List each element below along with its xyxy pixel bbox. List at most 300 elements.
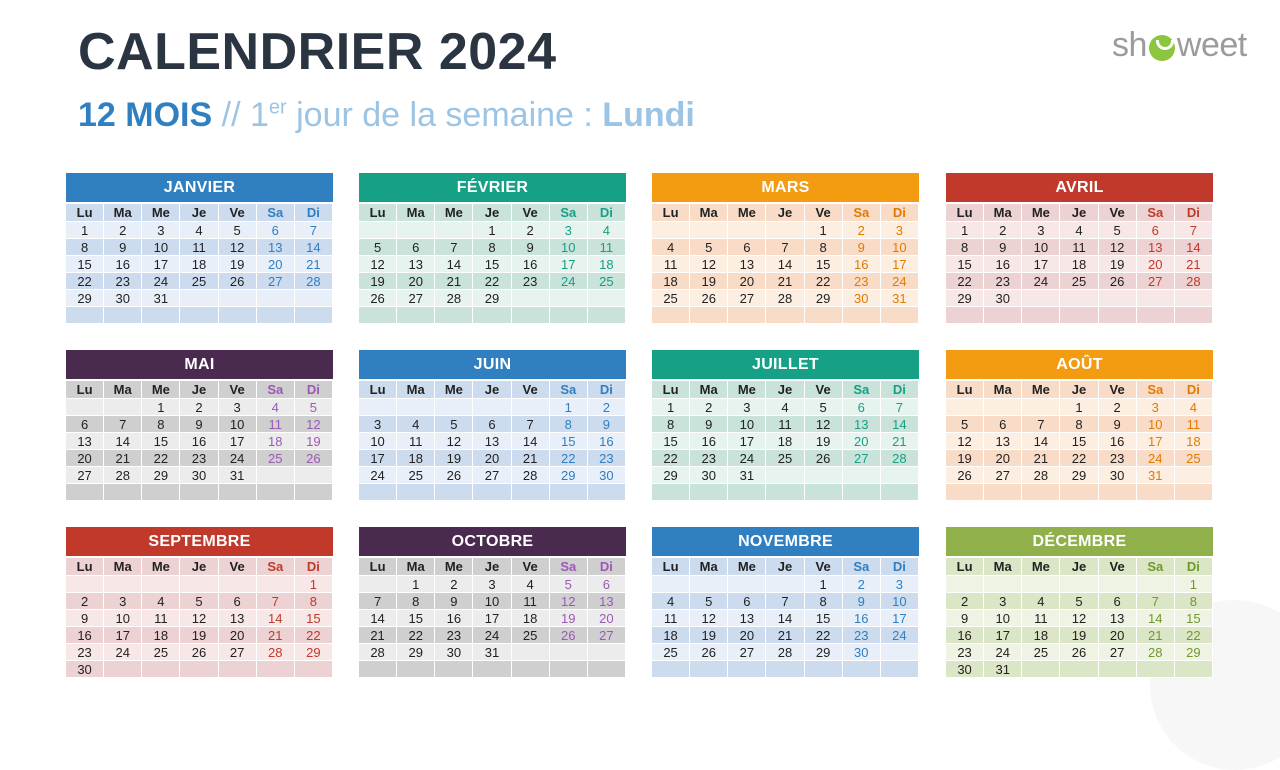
day-cell: 2 <box>946 593 984 610</box>
day-cell: 18 <box>257 433 295 450</box>
empty-day-cell <box>984 484 1022 501</box>
empty-day-cell <box>295 467 333 484</box>
day-cell: 8 <box>142 416 180 433</box>
weekday-header: Je <box>180 558 218 576</box>
day-cell: 10 <box>881 593 919 610</box>
day-cell: 2 <box>690 399 728 416</box>
day-cell: 30 <box>588 467 626 484</box>
empty-day-cell <box>104 307 142 324</box>
day-cell: 9 <box>512 239 550 256</box>
day-cell: 12 <box>219 239 257 256</box>
empty-day-cell <box>219 307 257 324</box>
empty-day-cell <box>766 307 804 324</box>
empty-day-cell <box>397 222 435 239</box>
empty-day-cell <box>843 307 881 324</box>
brand-logo <box>1112 26 1247 65</box>
day-cell: 10 <box>728 416 766 433</box>
day-cell: 19 <box>180 627 218 644</box>
day-cell: 28 <box>1137 644 1175 661</box>
day-cell: 5 <box>946 416 984 433</box>
weekday-header: Je <box>473 204 511 222</box>
empty-day-cell <box>652 661 690 678</box>
day-cell: 16 <box>588 433 626 450</box>
empty-day-cell <box>843 467 881 484</box>
weekday-header: Me <box>435 381 473 399</box>
empty-day-cell <box>690 307 728 324</box>
day-cell: 25 <box>1175 450 1213 467</box>
page-title: CALENDRIER 2024 <box>78 23 557 81</box>
empty-day-cell <box>588 307 626 324</box>
day-cell: 31 <box>142 290 180 307</box>
empty-day-cell <box>652 576 690 593</box>
day-cell: 10 <box>984 610 1022 627</box>
empty-day-cell <box>295 307 333 324</box>
empty-day-cell <box>1099 307 1137 324</box>
day-cell: 27 <box>257 273 295 290</box>
logo-text-left: sh <box>1112 26 1147 64</box>
weekday-header: Sa <box>257 204 295 222</box>
weekday-header: Ma <box>104 204 142 222</box>
day-cell: 12 <box>295 416 333 433</box>
day-cell: 30 <box>1099 467 1137 484</box>
empty-day-cell <box>881 467 919 484</box>
weekday-header: Ma <box>397 204 435 222</box>
empty-day-cell <box>295 661 333 678</box>
weekday-header: Ma <box>984 558 1022 576</box>
weekday-header: Sa <box>1137 204 1175 222</box>
day-cell: 13 <box>728 256 766 273</box>
day-cell: 26 <box>690 644 728 661</box>
empty-day-cell <box>219 290 257 307</box>
day-cell: 13 <box>984 433 1022 450</box>
weekday-header: Di <box>881 381 919 399</box>
day-cell: 22 <box>66 273 104 290</box>
empty-day-cell <box>984 307 1022 324</box>
month-block <box>652 527 919 678</box>
day-cell: 4 <box>766 399 804 416</box>
day-cell: 24 <box>1137 450 1175 467</box>
day-cell: 28 <box>1022 467 1060 484</box>
empty-day-cell <box>257 576 295 593</box>
day-cell: 29 <box>397 644 435 661</box>
day-cell: 2 <box>180 399 218 416</box>
day-cell: 19 <box>805 433 843 450</box>
day-cell: 9 <box>843 239 881 256</box>
day-cell: 8 <box>397 593 435 610</box>
month-days-grid <box>359 558 626 678</box>
day-cell: 11 <box>588 239 626 256</box>
empty-day-cell <box>550 307 588 324</box>
day-cell: 3 <box>219 399 257 416</box>
day-cell: 14 <box>435 256 473 273</box>
day-cell: 9 <box>66 610 104 627</box>
empty-day-cell <box>1137 661 1175 678</box>
empty-day-cell <box>1099 290 1137 307</box>
weekday-header: Di <box>295 558 333 576</box>
day-cell: 23 <box>104 273 142 290</box>
weekday-header: Me <box>142 381 180 399</box>
day-cell: 12 <box>946 433 984 450</box>
day-cell: 8 <box>946 239 984 256</box>
empty-day-cell <box>766 222 804 239</box>
day-cell: 27 <box>397 290 435 307</box>
day-cell: 19 <box>550 610 588 627</box>
day-cell: 3 <box>728 399 766 416</box>
month-name: OCTOBRE <box>359 527 626 556</box>
day-cell: 9 <box>946 610 984 627</box>
day-cell: 11 <box>652 256 690 273</box>
day-cell: 6 <box>219 593 257 610</box>
day-cell: 12 <box>1099 239 1137 256</box>
day-cell: 3 <box>473 576 511 593</box>
weekday-header: Sa <box>550 204 588 222</box>
day-cell: 8 <box>1175 593 1213 610</box>
day-cell: 8 <box>550 416 588 433</box>
empty-day-cell <box>1175 290 1213 307</box>
day-cell: 28 <box>359 644 397 661</box>
subtitle-superscript: er <box>268 96 287 119</box>
day-cell: 1 <box>397 576 435 593</box>
weekday-header: Sa <box>550 558 588 576</box>
day-cell: 27 <box>588 627 626 644</box>
day-cell: 1 <box>946 222 984 239</box>
day-cell: 20 <box>1137 256 1175 273</box>
empty-day-cell <box>550 484 588 501</box>
empty-day-cell <box>359 399 397 416</box>
empty-day-cell <box>359 222 397 239</box>
empty-day-cell <box>881 644 919 661</box>
empty-day-cell <box>435 399 473 416</box>
month-name: JANVIER <box>66 173 333 202</box>
empty-day-cell <box>1060 661 1098 678</box>
day-cell: 22 <box>295 627 333 644</box>
day-cell: 9 <box>180 416 218 433</box>
day-cell: 13 <box>588 593 626 610</box>
day-cell: 14 <box>881 416 919 433</box>
weekday-header: Lu <box>652 381 690 399</box>
empty-day-cell <box>1137 576 1175 593</box>
day-cell: 13 <box>843 416 881 433</box>
day-cell: 8 <box>805 593 843 610</box>
empty-day-cell <box>359 576 397 593</box>
empty-day-cell <box>1022 290 1060 307</box>
day-cell: 6 <box>588 576 626 593</box>
day-cell: 26 <box>435 467 473 484</box>
day-cell: 15 <box>66 256 104 273</box>
empty-day-cell <box>1099 661 1137 678</box>
day-cell: 6 <box>728 593 766 610</box>
empty-day-cell <box>219 661 257 678</box>
day-cell: 5 <box>690 239 728 256</box>
day-cell: 18 <box>652 627 690 644</box>
day-cell: 20 <box>728 273 766 290</box>
day-cell: 12 <box>435 433 473 450</box>
day-cell: 5 <box>690 593 728 610</box>
day-cell: 17 <box>550 256 588 273</box>
day-cell: 20 <box>1099 627 1137 644</box>
day-cell: 23 <box>690 450 728 467</box>
empty-day-cell <box>1175 661 1213 678</box>
weekday-header: Je <box>473 558 511 576</box>
day-cell: 10 <box>473 593 511 610</box>
day-cell: 29 <box>946 290 984 307</box>
empty-day-cell <box>512 290 550 307</box>
day-cell: 17 <box>881 256 919 273</box>
empty-day-cell <box>257 467 295 484</box>
day-cell: 5 <box>805 399 843 416</box>
weekday-header: Me <box>728 381 766 399</box>
weekday-header: Me <box>1022 204 1060 222</box>
day-cell: 17 <box>359 450 397 467</box>
day-cell: 24 <box>219 450 257 467</box>
day-cell: 30 <box>946 661 984 678</box>
day-cell: 15 <box>473 256 511 273</box>
day-cell: 22 <box>805 273 843 290</box>
day-cell: 27 <box>843 450 881 467</box>
day-cell: 3 <box>984 593 1022 610</box>
day-cell: 14 <box>766 256 804 273</box>
empty-day-cell <box>180 576 218 593</box>
weekday-header: Ma <box>690 381 728 399</box>
empty-day-cell <box>180 290 218 307</box>
day-cell: 12 <box>805 416 843 433</box>
day-cell: 5 <box>180 593 218 610</box>
day-cell: 12 <box>550 593 588 610</box>
day-cell: 29 <box>652 467 690 484</box>
day-cell: 27 <box>1137 273 1175 290</box>
empty-day-cell <box>728 307 766 324</box>
day-cell: 6 <box>397 239 435 256</box>
day-cell: 29 <box>295 644 333 661</box>
day-cell: 12 <box>690 256 728 273</box>
month-days-grid <box>66 381 333 501</box>
day-cell: 25 <box>652 290 690 307</box>
day-cell: 8 <box>473 239 511 256</box>
empty-day-cell <box>881 484 919 501</box>
day-cell: 8 <box>295 593 333 610</box>
weekday-header: Ve <box>1099 204 1137 222</box>
weekday-header: Lu <box>359 558 397 576</box>
day-cell: 9 <box>690 416 728 433</box>
subtitle-separator: // 1 <box>212 96 269 134</box>
day-cell: 21 <box>1137 627 1175 644</box>
day-cell: 4 <box>652 239 690 256</box>
day-cell: 12 <box>1060 610 1098 627</box>
month-block <box>359 527 626 678</box>
empty-day-cell <box>512 661 550 678</box>
day-cell: 28 <box>435 290 473 307</box>
day-cell: 10 <box>550 239 588 256</box>
weekday-header: Ve <box>805 204 843 222</box>
month-name: AVRIL <box>946 173 1213 202</box>
empty-day-cell <box>805 467 843 484</box>
weekday-header: Ma <box>984 381 1022 399</box>
day-cell: 17 <box>984 627 1022 644</box>
day-cell: 19 <box>690 627 728 644</box>
weekday-header: Sa <box>1137 381 1175 399</box>
weekday-header: Di <box>1175 204 1213 222</box>
day-cell: 28 <box>257 644 295 661</box>
month-days-grid <box>946 204 1213 324</box>
day-cell: 5 <box>1099 222 1137 239</box>
empty-day-cell <box>257 307 295 324</box>
weekday-header: Sa <box>257 381 295 399</box>
day-cell: 7 <box>359 593 397 610</box>
weekday-header: Ve <box>805 381 843 399</box>
day-cell: 4 <box>397 416 435 433</box>
subtitle-first-day: Lundi <box>602 96 695 134</box>
empty-day-cell <box>473 484 511 501</box>
day-cell: 16 <box>843 610 881 627</box>
empty-day-cell <box>1022 484 1060 501</box>
day-cell: 26 <box>946 467 984 484</box>
weekday-header: Ve <box>512 381 550 399</box>
day-cell: 19 <box>359 273 397 290</box>
weekday-header: Lu <box>652 558 690 576</box>
day-cell: 7 <box>295 222 333 239</box>
weekday-header: Lu <box>946 381 984 399</box>
day-cell: 29 <box>805 644 843 661</box>
day-cell: 31 <box>219 467 257 484</box>
day-cell: 30 <box>66 661 104 678</box>
empty-day-cell <box>397 399 435 416</box>
day-cell: 6 <box>728 239 766 256</box>
empty-day-cell <box>766 467 804 484</box>
empty-day-cell <box>1060 290 1098 307</box>
day-cell: 25 <box>180 273 218 290</box>
day-cell: 15 <box>397 610 435 627</box>
weekday-header: Ve <box>219 381 257 399</box>
day-cell: 10 <box>104 610 142 627</box>
day-cell: 21 <box>881 433 919 450</box>
day-cell: 27 <box>473 467 511 484</box>
day-cell: 10 <box>1022 239 1060 256</box>
empty-day-cell <box>1137 484 1175 501</box>
empty-day-cell <box>295 484 333 501</box>
day-cell: 22 <box>473 273 511 290</box>
weekday-header: Ma <box>104 381 142 399</box>
month-name: MARS <box>652 173 919 202</box>
day-cell: 20 <box>397 273 435 290</box>
month-days-grid <box>652 204 919 324</box>
month-days-grid <box>652 558 919 678</box>
month-name: NOVEMBRE <box>652 527 919 556</box>
empty-day-cell <box>180 484 218 501</box>
day-cell: 11 <box>180 239 218 256</box>
day-cell: 23 <box>946 644 984 661</box>
day-cell: 22 <box>1175 627 1213 644</box>
day-cell: 13 <box>219 610 257 627</box>
empty-day-cell <box>104 484 142 501</box>
weekday-header: Lu <box>359 204 397 222</box>
day-cell: 5 <box>435 416 473 433</box>
day-cell: 11 <box>766 416 804 433</box>
weekday-header: Lu <box>66 381 104 399</box>
weekday-header: Ma <box>397 381 435 399</box>
day-cell: 10 <box>1137 416 1175 433</box>
day-cell: 25 <box>652 644 690 661</box>
day-cell: 24 <box>881 627 919 644</box>
day-cell: 23 <box>66 644 104 661</box>
empty-day-cell <box>843 484 881 501</box>
day-cell: 14 <box>1175 239 1213 256</box>
day-cell: 20 <box>66 450 104 467</box>
day-cell: 10 <box>142 239 180 256</box>
day-cell: 20 <box>473 450 511 467</box>
empty-day-cell <box>435 307 473 324</box>
day-cell: 31 <box>728 467 766 484</box>
day-cell: 3 <box>142 222 180 239</box>
day-cell: 13 <box>728 610 766 627</box>
day-cell: 25 <box>588 273 626 290</box>
empty-day-cell <box>1022 307 1060 324</box>
day-cell: 1 <box>652 399 690 416</box>
day-cell: 13 <box>397 256 435 273</box>
day-cell: 15 <box>805 610 843 627</box>
day-cell: 14 <box>359 610 397 627</box>
empty-day-cell <box>843 661 881 678</box>
day-cell: 20 <box>257 256 295 273</box>
month-block <box>946 350 1213 501</box>
day-cell: 16 <box>435 610 473 627</box>
month-days-grid <box>652 381 919 501</box>
day-cell: 6 <box>473 416 511 433</box>
weekday-header: Ve <box>1099 558 1137 576</box>
day-cell: 25 <box>1022 644 1060 661</box>
day-cell: 23 <box>588 450 626 467</box>
weekday-header: Sa <box>550 381 588 399</box>
empty-day-cell <box>180 307 218 324</box>
empty-day-cell <box>142 576 180 593</box>
weekday-header: Me <box>142 204 180 222</box>
day-cell: 20 <box>984 450 1022 467</box>
empty-day-cell <box>766 484 804 501</box>
day-cell: 18 <box>180 256 218 273</box>
page-subtitle <box>78 96 695 135</box>
day-cell: 1 <box>805 222 843 239</box>
month-days-grid <box>359 204 626 324</box>
day-cell: 25 <box>512 627 550 644</box>
empty-day-cell <box>690 661 728 678</box>
day-cell: 14 <box>1137 610 1175 627</box>
day-cell: 26 <box>359 290 397 307</box>
month-block <box>66 173 333 324</box>
empty-day-cell <box>66 484 104 501</box>
month-name: AOÛT <box>946 350 1213 379</box>
empty-day-cell <box>1060 484 1098 501</box>
day-cell: 18 <box>766 433 804 450</box>
day-cell: 18 <box>397 450 435 467</box>
day-cell: 13 <box>1137 239 1175 256</box>
day-cell: 9 <box>588 416 626 433</box>
day-cell: 18 <box>652 273 690 290</box>
empty-day-cell <box>588 290 626 307</box>
day-cell: 4 <box>142 593 180 610</box>
day-cell: 23 <box>1099 450 1137 467</box>
day-cell: 7 <box>257 593 295 610</box>
day-cell: 21 <box>766 273 804 290</box>
day-cell: 24 <box>1022 273 1060 290</box>
weekday-header: Je <box>766 204 804 222</box>
weekday-header: Me <box>142 558 180 576</box>
day-cell: 18 <box>1060 256 1098 273</box>
day-cell: 28 <box>295 273 333 290</box>
day-cell: 17 <box>142 256 180 273</box>
weekday-header: Lu <box>66 204 104 222</box>
empty-day-cell <box>257 484 295 501</box>
day-cell: 1 <box>473 222 511 239</box>
day-cell: 7 <box>881 399 919 416</box>
